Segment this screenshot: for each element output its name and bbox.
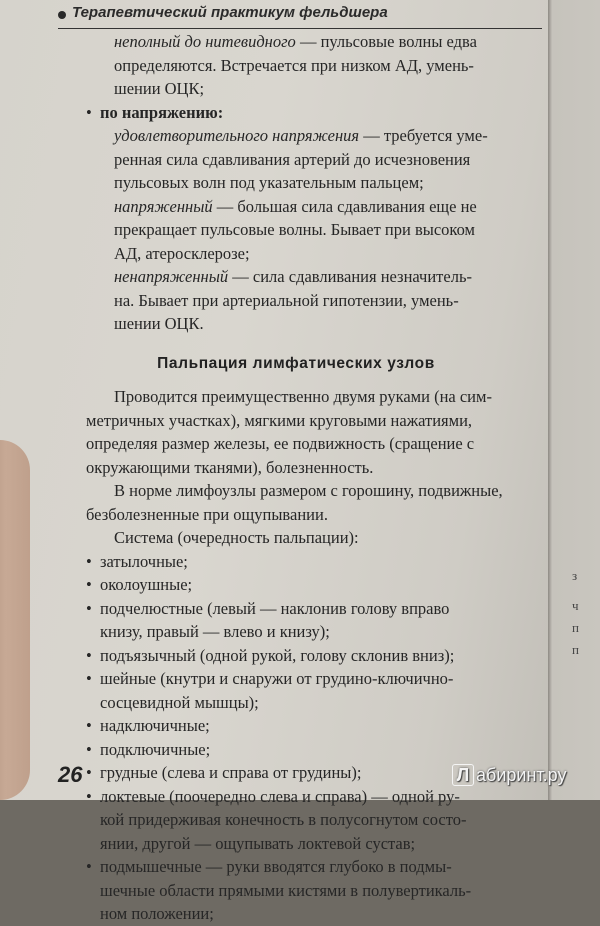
text-line: метричных участках), мягкими круговыми нажатиями, [86, 410, 473, 430]
text-line: определяя размер железы, ее подвижность (сращение с [86, 434, 475, 453]
list-item: • локтевые (поочередно слева и справа) — одной ру- [86, 785, 506, 809]
text-line: напряженный — большая сила сдавливания еще не [114, 196, 477, 216]
text-line: пульсовых волн под указательным пальцем; [114, 173, 424, 192]
text-line: на. Бывает при артериальной гипотензии, умень- [114, 290, 459, 310]
text-line: окружающими тканями), болезненность. [86, 457, 374, 477]
adjacent-page-fragment: ч [572, 598, 579, 613]
adjacent-page-fragment: п [572, 642, 579, 657]
text-line: удовлетворительного напряжения — требуется уме- [114, 126, 488, 145]
list-item: • подмышечные — руки вводятся глубоко в подмы- [86, 855, 506, 879]
text-line: неполный до нитевидного — пульсовые волны едва [114, 32, 477, 51]
adjacent-page-fragment: п [572, 620, 579, 635]
bullet-icon [58, 11, 66, 19]
list-item: • грудные (слева и справа от грудины); [86, 761, 506, 785]
list-item-continuation: ном положении; [100, 904, 214, 923]
page-body [86, 30, 506, 926]
text-line: Проводится преимущественно двумя руками (на сим- [114, 387, 492, 406]
section-title: Пальпация лимфатических узлов [157, 354, 435, 372]
adjacent-page-edge [548, 0, 600, 800]
text-line: шении ОЦК; [114, 79, 205, 98]
page-number: 26 [58, 762, 83, 787]
list-item-continuation: сосцевидной мышцы); [100, 692, 259, 712]
text-line: прекращает пульсовые волны. Бывает при высоком [114, 220, 475, 239]
text-line: шении ОЦК. [114, 314, 204, 333]
list-item-continuation: янии, другой — ощупывать локтевой сустав; [100, 833, 416, 853]
list-item-continuation: кой придерживая конечность в полусогнутом состо- [100, 810, 467, 829]
list-item: • подключичные; [86, 738, 506, 762]
list-item-continuation: книзу, правый — влево и книзу); [100, 622, 330, 641]
list-item: • шейные (кнутри и снаружи от грудино-ключично- [86, 667, 506, 691]
list-item: • затылочные; [86, 550, 506, 574]
list-item: • околоушные; [86, 573, 506, 597]
list-item-heading: • по напряжению: [86, 101, 506, 125]
text-line: В норме лимфоузлы размером с горошину, подвижные, [114, 481, 503, 500]
text-line: ренная сила сдавливания артерий до исчезновения [114, 149, 471, 169]
running-header [58, 2, 542, 29]
text-line: ненапряженный — сила сдавливания незначитель- [114, 267, 472, 286]
list-item-continuation: шечные области прямыми кистями в полувертикаль- [100, 880, 472, 900]
text-line: безболезненные при ощупывании. [86, 504, 328, 524]
list-item: • подчелюстные (левый — наклонив голову вправо [86, 597, 506, 621]
list-item: • подъязычный (одной рукой, голову склонив вниз); [86, 644, 506, 668]
text-line: АД, атеросклерозе; [114, 243, 250, 263]
adjacent-page-fragment: з [572, 568, 578, 583]
logo-text: абиринт.ру [476, 765, 567, 785]
list-item: • надключичные; [86, 714, 506, 738]
running-header-title: Терапевтический практикум фельдшера [72, 4, 388, 21]
logo-badge-icon: Л [452, 764, 474, 786]
finger-holding-page [0, 440, 30, 800]
text-line: определяются. Встречается при низком АД, умень- [114, 55, 474, 75]
watermark-logo [452, 764, 566, 786]
text-line: Система (очередность пальпации): [114, 528, 359, 547]
